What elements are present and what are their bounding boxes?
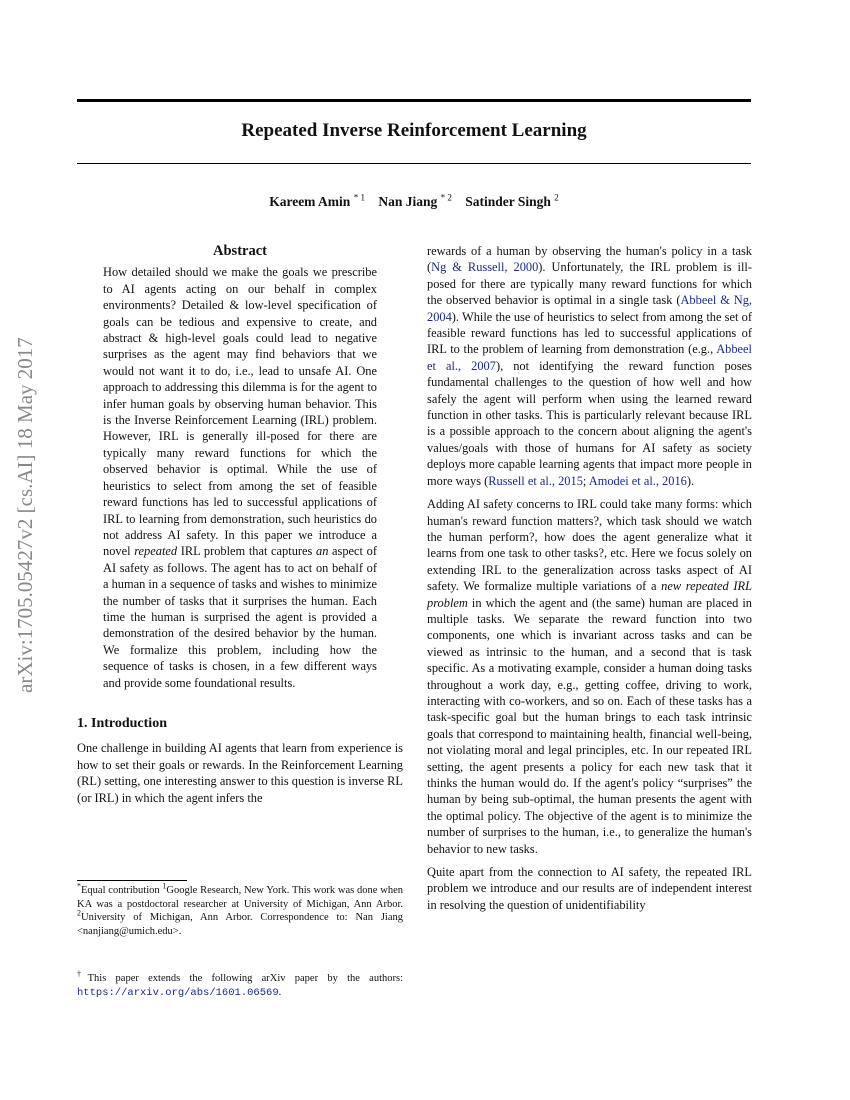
right-column: [427, 243, 752, 913]
paper-title: Repeated Inverse Reinforcement Learning: [241, 120, 587, 141]
citation-link[interactable]: Ng & Russell, 2000: [431, 260, 539, 275]
section-heading-introduction: 1. Introduction: [77, 715, 167, 731]
body-paragraph: Adding AI safety concerns to IRL could take many forms: which human's reward function matters?, which task should we watch the human perform?, how does the agent generalize what it learns from one task to other tasks?, etc. Here we focus solely on extending IRL to the generalization across tasks aspect of AI safety. We formalize multiple variations of a new repeated IRL problem in which the agent and (the same) human are placed in multiple tasks. We separate the reward function into two components, one which is invariant across tasks and can be viewed as intrinsic to the human, and a second that is task specific. As a motivating example, consider a human doing tasks throughout a work day, e.g., getting coffee, driving to work, interacting with co-workers, and so on. Each of these tasks has a task-specific goal but the human brings to each task intrinsic goals that correspond to maintaining health, financial well-being, not violating moral and legal principles, etc. In our repeated IRL setting, the agent presents a policy for each new task that it thinks the human would do. If the agent's policy “surprises” the human by being sub-optimal, the human presents the agent with the optimal policy. The objective of the agent is to minimize the number of surprises to the human, i.e., to generalize the human's behavior to new tasks.: [427, 497, 752, 856]
left-column: [77, 243, 403, 806]
author-name: Satinder Singh $^2$: [465, 192, 559, 209]
arxiv-identifier-stamp: [4, 265, 44, 695]
citation-link[interactable]: Abbeel & Ng, 2004: [427, 293, 752, 324]
citation-link[interactable]: Abbeel et al., 2007: [427, 342, 752, 373]
body-paragraph: rewards of a human by observing the human's policy in a task (Ng & Russell, 2000). Unfortunately, the IRL problem is ill-posed for there are typically many reward functions for which the observed behavior is optimal in a single task (Abbeel & Ng, 2004). While the use of heuristics to select from among the set of feasible reward functions has led to successful applications of IRL to the problem of learning from demonstration (e.g., Abbeel et al., 2007), not identifying the reward function poses fundamental challenges to the question of how well and how safely the agent will perform when using the learned reward function in other tasks. This is particularly relevant because IRL is a possible approach to the concern about aligning the agent's values/goals with those of humans for AI safety as society deploys more capable learning agents that impact more people in more ways (Russell et al., 2015; Amodei et al., 2016).: [427, 244, 752, 488]
author-name: Nan Jiang $^{* 2}$: [378, 192, 452, 209]
footnote-rule: [77, 880, 187, 881]
arxiv-id-text: arXiv:1705.05427v2 [cs.AI] 18 May 2017: [13, 337, 37, 693]
author-name: Kareem Amin $^{* 1}$: [269, 192, 365, 209]
footnotes: [77, 880, 403, 1000]
abstract-heading: Abstract: [213, 243, 267, 259]
title-top-rule: [77, 99, 751, 102]
author-list: [77, 194, 751, 210]
intro-paragraph: One challenge in building AI agents that learn from experience is how to set their goals or rewards. In the Reinforcement Learning (RL) setting, one interesting answer to this question is inverse RL (or IRL) in which the agent infers the: [77, 741, 403, 805]
citation-link[interactable]: Russell et al., 2015: [488, 473, 583, 488]
abstract-section: [103, 243, 377, 691]
arxiv-url-link[interactable]: https://arxiv.org/abs/1601.06569: [77, 986, 279, 999]
citation-link[interactable]: Amodei et al., 2016: [588, 473, 687, 488]
abstract-text: How detailed should we make the goals we prescribe to AI agents acting on our behalf in complex environments? Detailed & low-level specification of goals can be tedious and expensive to create, and abstract & high-level goals could lead to negative surprises as the agent may find behaviors that we would not want it to do, i.e., lead to unsafe AI. One approach to addressing this dilemma is for the agent to infer human goals by observing human behavior. This is the Inverse Reinforcement Learning (IRL) problem. However, IRL is generally ill-posed for there are typically many reward functions for which the observed behavior is optimal. While the use of heuristics to select from among the set of feasible reward functions has led to successful applications of IRL to learning from demonstration, such heuristics do not address AI safety. In this paper we introduce a novel repeated IRL problem that captures an aspect of AI safety as follows. The agent has to act on behalf of a human in a sequence of tasks and wishes to minimize the number of tasks that it surprises the human. Each time the human is surprised the agent is provided a demonstration of the desired behavior by the human. We formalize this problem, including how the sequence of tasks is chosen, in a few different ways and provide some foundational results.: [103, 265, 377, 690]
footnote-affiliations: *Equal contribution $^1$Google Research, New York. This work was done when KA was a postdoctoral researcher at University of Michigan, Ann Arbor. $^2$University of Michigan, Ann Arbor. Correspondence to: Nan Jiang <nanjiang@umich.edu>.: [77, 881, 403, 937]
footnote-arxiv-link: †This paper extends the following arXiv paper by the authors: https://arxiv.org/abs/1601.06569.: [77, 969, 404, 999]
title-bottom-rule: [77, 163, 751, 164]
body-paragraph: Quite apart from the connection to AI safety, the repeated IRL problem we introduce and our results are of independent interest in resolving the question of unidentifiability: [427, 865, 752, 912]
